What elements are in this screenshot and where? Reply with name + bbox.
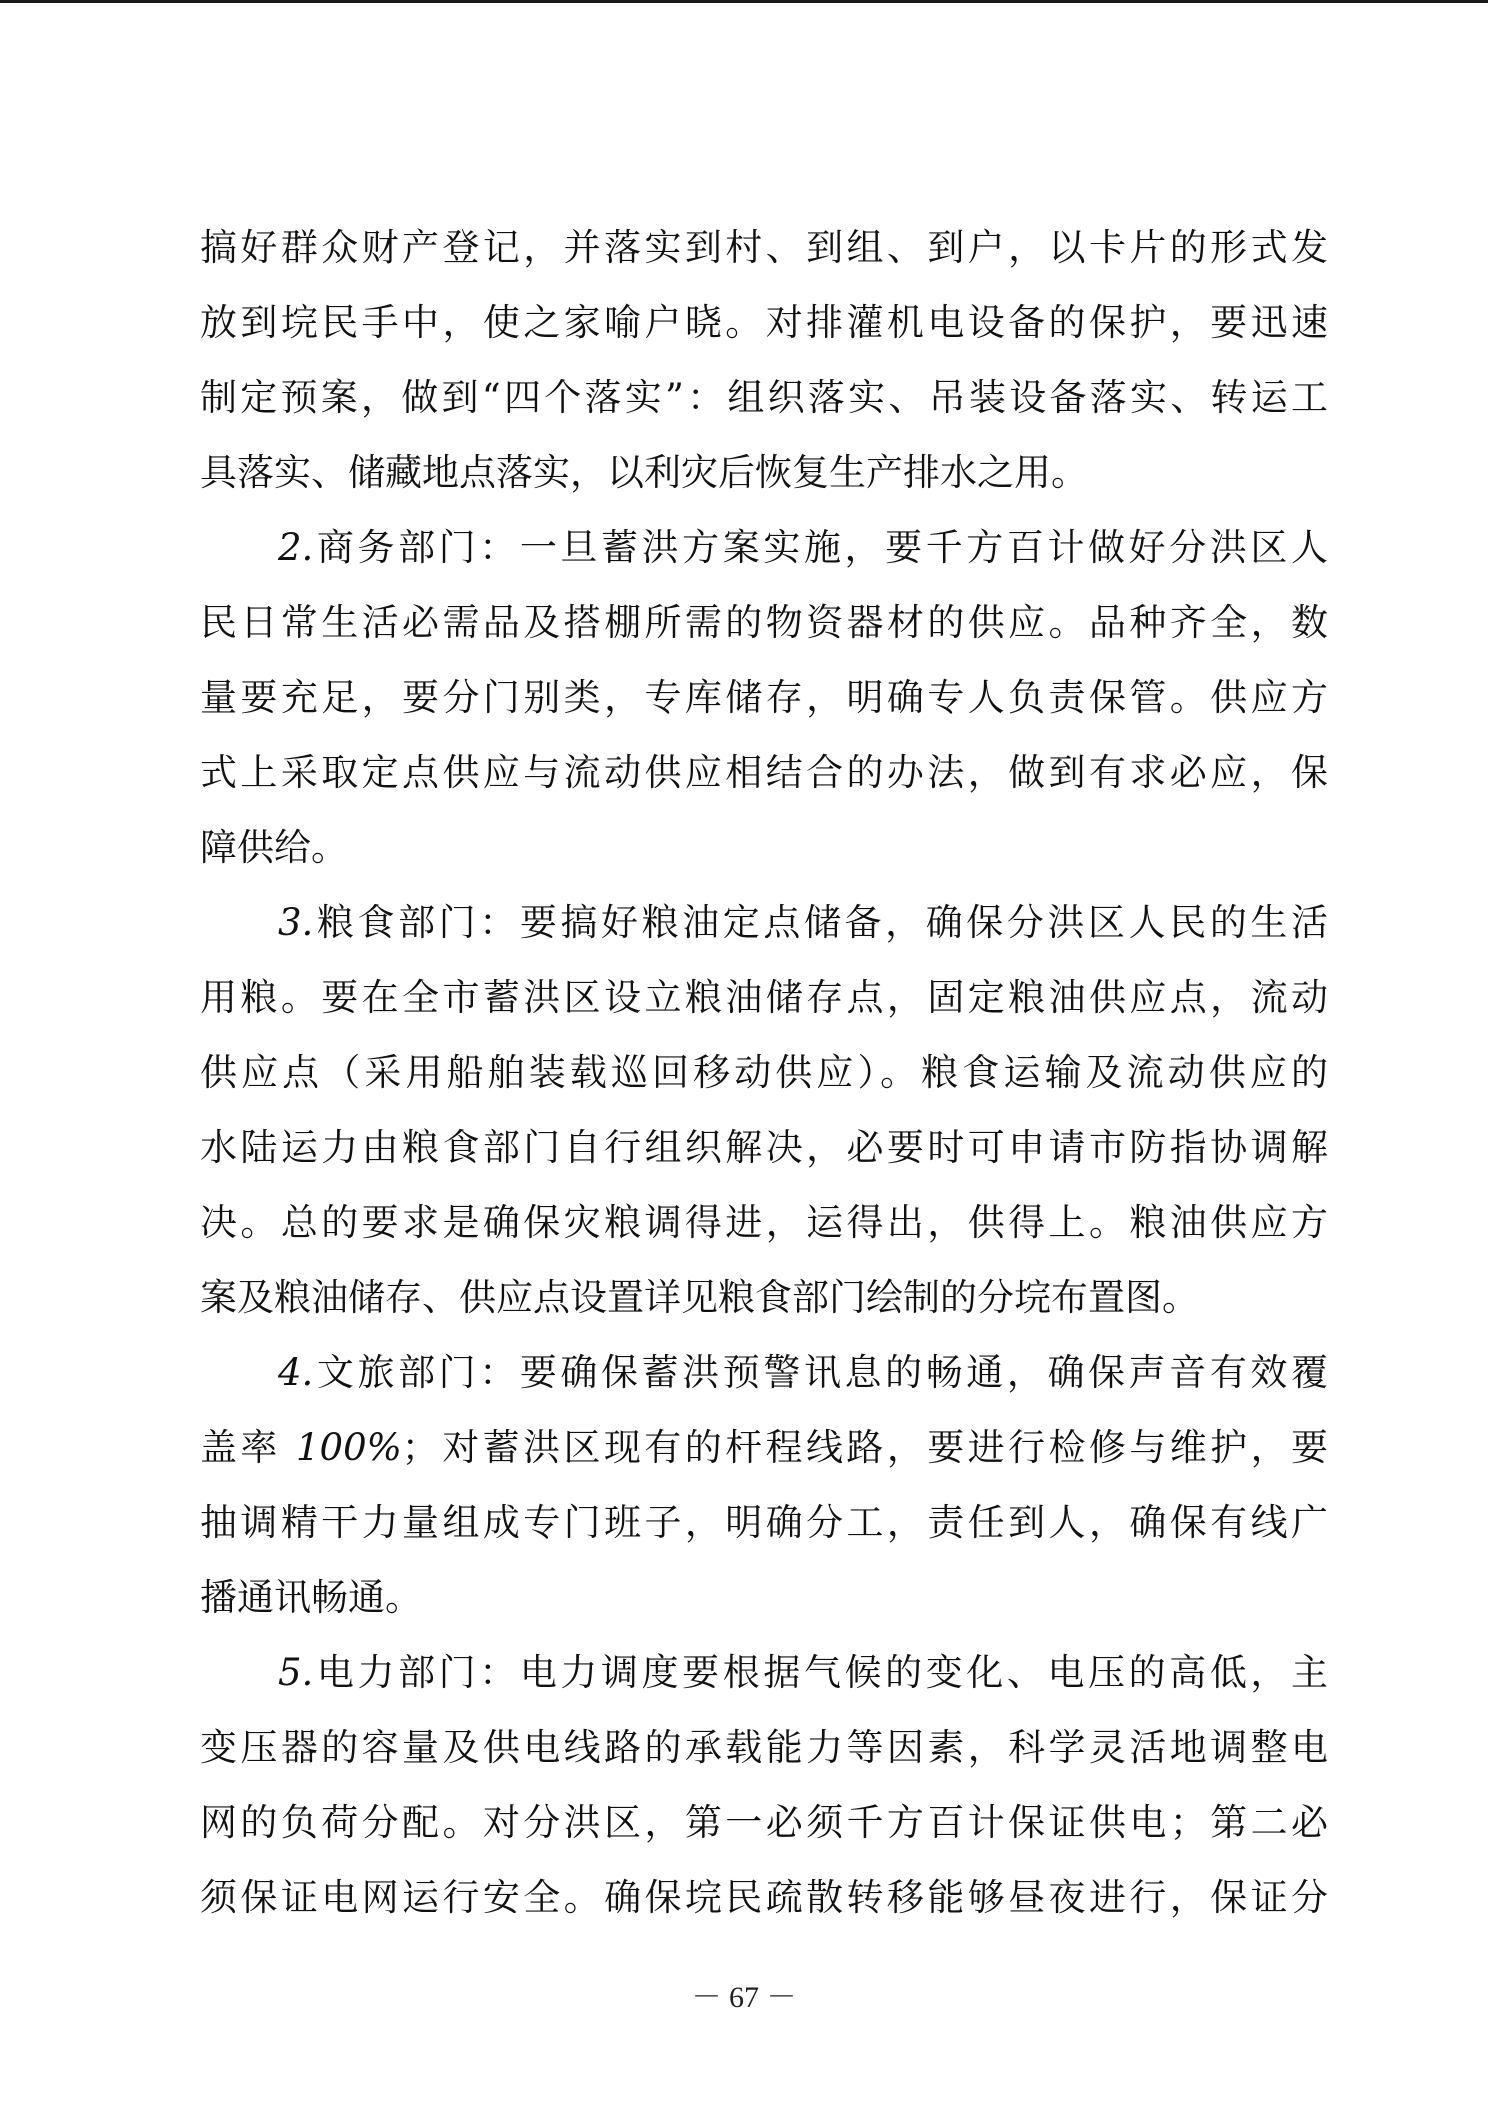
paragraph-4-number: 4. xyxy=(278,1351,314,1394)
text-line: 放到垸民手中，使之家喻户晓。对排灌机电设备的保护，要迅速 xyxy=(200,301,1328,344)
paragraph-2-lead: 商务部门：一旦蓄洪方案实施，要千方百计做好分洪区人 xyxy=(313,526,1328,569)
paragraph-3-number: 3. xyxy=(278,901,314,944)
paragraph-5-number: 5. xyxy=(278,1651,314,1694)
coverage-percentage: 100% xyxy=(296,1426,402,1469)
text-line: 民日常生活必需品及搭棚所需的物资器材的供应。品种齐全，数 xyxy=(200,601,1328,644)
text-line: 水陆运力由粮食部门自行组织解决，必要时可申请市防指协调解 xyxy=(200,1126,1328,1169)
paragraph-3-lead: 粮食部门：要搞好粮油定点储备，确保分洪区人民的生活 xyxy=(313,901,1328,944)
text-line: 网的负荷分配。对分洪区，第一必须千方百计保证供电；第二必 xyxy=(200,1801,1328,1844)
coverage-text-post: ；对蓄洪区现有的杆程线路，要进行检修与维护，要 xyxy=(401,1426,1328,1469)
paragraph-4-coverage-line xyxy=(200,1410,1328,1485)
text-line: 案及粮油储存、供应点设置详见粮食部门绘制的分垸布置图。 xyxy=(200,1276,1199,1319)
paragraph-4-lead: 文旅部门：要确保蓄洪预警讯息的畅通，确保声音有效覆 xyxy=(313,1351,1328,1394)
top-border-line xyxy=(0,0,1488,3)
text-line: 式上采取定点供应与流动供应相结合的办法，做到有求必应，保 xyxy=(200,751,1328,794)
paragraph-5-first-line xyxy=(200,1635,1328,1710)
text-line: 量要充足，要分门别类，专库储存，明确专人负责保管。供应方 xyxy=(200,676,1328,719)
text-line: 制定预案，做到“四个落实”：组织落实、吊装设备落实、转运工 xyxy=(200,376,1328,419)
paragraph-2-number: 2. xyxy=(278,526,314,569)
text-line: 须保证电网运行安全。确保垸民疏散转移能够昼夜进行，保证分 xyxy=(200,1876,1328,1919)
page-number: － 67 － xyxy=(691,1981,797,2014)
document-body xyxy=(200,210,1328,1935)
text-line: 播通讯畅通。 xyxy=(200,1576,422,1619)
text-line: 障供给。 xyxy=(200,826,348,869)
text-line: 具落实、储藏地点落实，以利灾后恢复生产排水之用。 xyxy=(200,451,1088,494)
paragraph-2-first-line xyxy=(200,510,1328,585)
text-line: 决。总的要求是确保灾粮调得进，运得出，供得上。粮油供应方 xyxy=(200,1201,1328,1244)
paragraph-5-lead: 电力部门：电力调度要根据气候的变化、电压的高低，主 xyxy=(313,1651,1328,1694)
text-line: 变压器的容量及供电线路的承载能力等因素，科学灵活地调整电 xyxy=(200,1726,1328,1769)
coverage-text-pre: 盖率 xyxy=(200,1426,297,1469)
paragraph-4-first-line xyxy=(200,1335,1328,1410)
text-line: 用粮。要在全市蓄洪区设立粮油储存点，固定粮油供应点，流动 xyxy=(200,976,1328,1019)
text-line: 抽调精干力量组成专门班子，明确分工，责任到人，确保有线广 xyxy=(200,1501,1328,1544)
paragraph-3-first-line xyxy=(200,885,1328,960)
text-line: 供应点（采用船舶装载巡回移动供应）。粮食运输及流动供应的 xyxy=(200,1051,1328,1094)
text-line: 搞好群众财产登记，并落实到村、到组、到户，以卡片的形式发 xyxy=(200,226,1328,269)
